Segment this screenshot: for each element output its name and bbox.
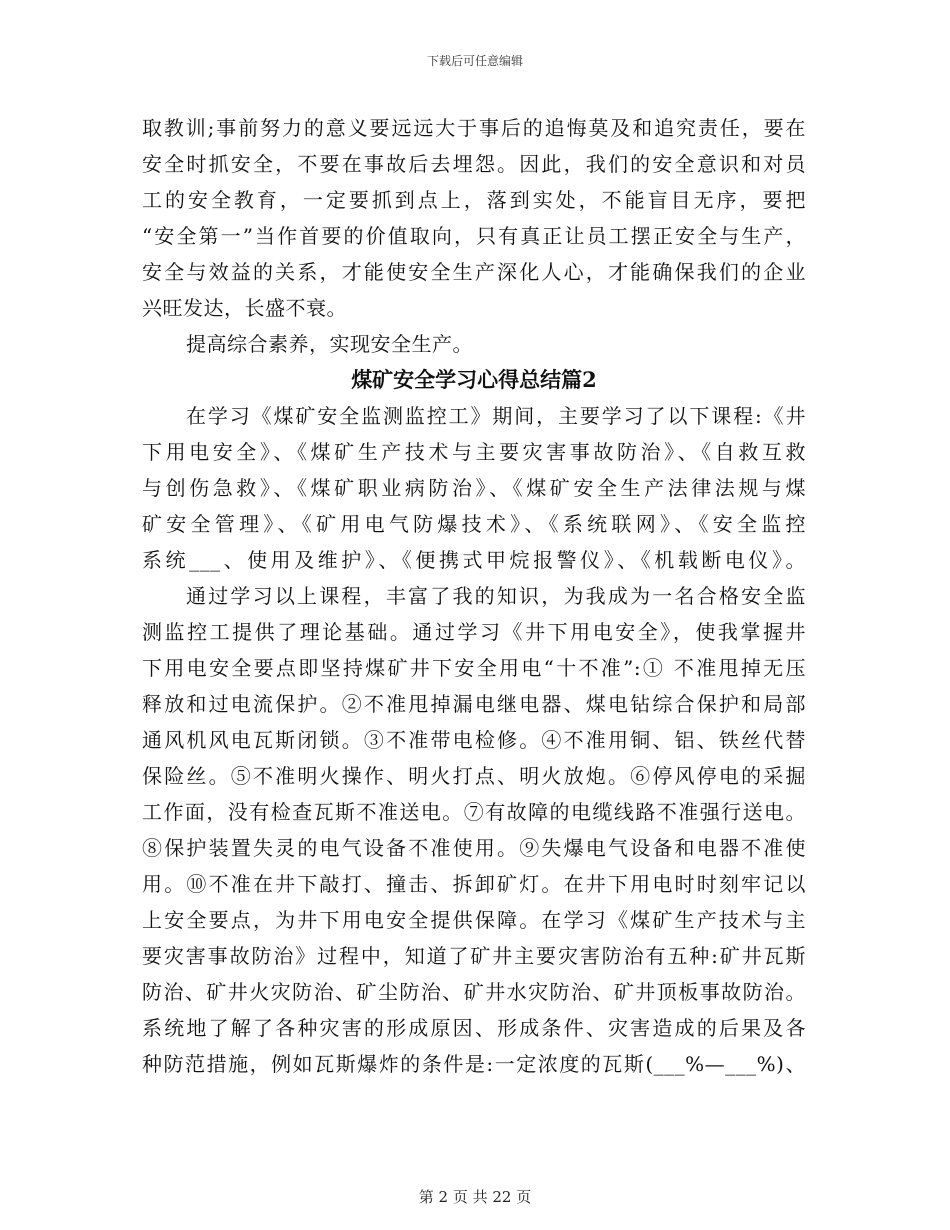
body-line: ⑧保护装置失灵的电气设备不准使用。⑨失爆电气设备和电器不准使 bbox=[142, 836, 806, 860]
body-line: 安全时抓安全，不要在事故后去埋怨。因此，我们的安全意识和对员 bbox=[142, 152, 806, 176]
body-line: 测监控工提供了理论基础。通过学习《井下用电安全》，使我掌握井 bbox=[142, 620, 806, 644]
page-number: 第 2 页 共 22 页 bbox=[418, 1188, 532, 1206]
body-line: “安全第一”当作首要的价值取向，只有真正让员工摆正安全与生产， bbox=[142, 224, 806, 248]
body-line: 种防范措施，例如瓦斯爆炸的条件是:一定浓度的瓦斯(___%—___%)、 bbox=[142, 1052, 806, 1076]
body-line: 提高综合素养，实现安全生产。 bbox=[186, 332, 473, 356]
body-line: 要灾害事故防治》过程中，知道了矿井主要灾害防治有五种:矿井瓦斯 bbox=[142, 944, 806, 968]
body-line: 兴旺发达，长盛不衰。 bbox=[142, 296, 347, 320]
body-line: 通过学习以上课程，丰富了我的知识，为我成为一名合格安全监 bbox=[186, 584, 806, 608]
body-line: 用。⑩不准在井下敲打、撞击、拆卸矿灯。在井下用电时时刻牢记以 bbox=[142, 872, 806, 896]
body-line: 释放和过电流保护。②不准甩掉漏电继电器、煤电钻综合保护和局部 bbox=[142, 692, 806, 716]
body-line: 上安全要点，为井下用电安全提供保障。在学习《煤矿生产技术与主 bbox=[142, 908, 806, 932]
body-line: 取教训;事前努力的意义要远远大于事后的追悔莫及和追究责任，要在 bbox=[142, 116, 806, 140]
body-line: 工作面，没有检查瓦斯不准送电。⑦有故障的电缆线路不准强行送电。 bbox=[142, 800, 806, 824]
page-header: 下载后可任意编辑 bbox=[426, 54, 523, 68]
body-line: 在学习《煤矿安全监测监控工》期间，主要学习了以下课程:《井 bbox=[186, 404, 806, 428]
section-title: 煤矿安全学习心得总结篇2 bbox=[351, 367, 597, 392]
document-body bbox=[142, 110, 806, 1082]
body-line: 防治、矿井火灾防治、矿尘防治、矿井水灾防治、矿井顶板事故防治。 bbox=[142, 980, 806, 1004]
body-line: 下用电安全要点即坚持煤矿井下安全用电“十不准”:① 不准甩掉无压 bbox=[142, 656, 806, 680]
body-line: 安全与效益的关系，才能使安全生产深化人心，才能确保我们的企业 bbox=[142, 260, 806, 284]
body-line: 通风机风电瓦斯闭锁。③不准带电检修。④不准用铜、铝、铁丝代替 bbox=[142, 728, 806, 752]
body-line: 保险丝。⑤不准明火操作、明火打点、明火放炮。⑥停风停电的采掘 bbox=[142, 764, 806, 788]
body-line: 下用电安全》、《煤矿生产技术与主要灾害事故防治》、《自救互救 bbox=[142, 440, 806, 464]
body-line: 矿安全管理》、《矿用电气防爆技术》、《系统联网》、《安全监控 bbox=[142, 512, 806, 536]
body-line: 系统地了解了各种灾害的形成原因、形成条件、灾害造成的后果及各 bbox=[142, 1016, 806, 1040]
body-line: 系统___、使用及维护》、《便携式甲烷报警仪》、《机载断电仪》。 bbox=[142, 548, 806, 572]
body-line: 工的安全教育，一定要抓到点上，落到实处，不能盲目无序，要把 bbox=[142, 188, 806, 212]
body-line: 与创伤急救》、《煤矿职业病防治》、《煤矿安全生产法律法规与煤 bbox=[142, 476, 806, 500]
